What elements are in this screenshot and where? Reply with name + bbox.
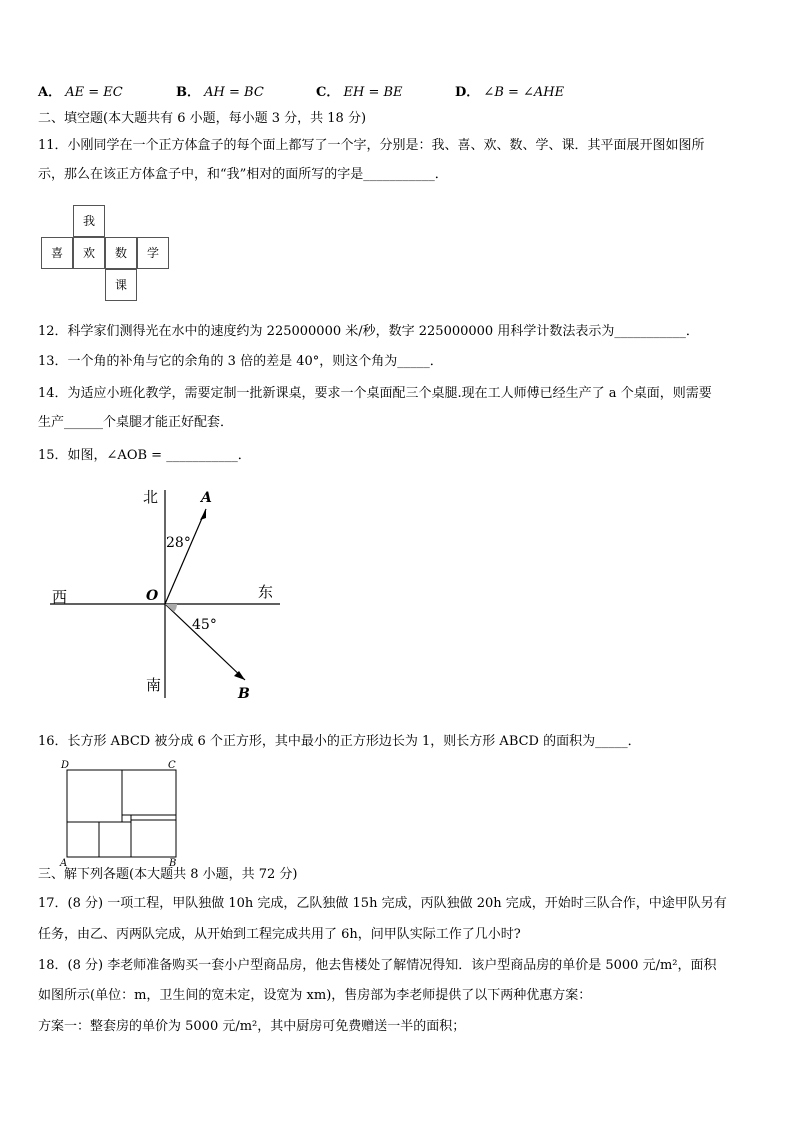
- question-14-line2: 生产______个桌腿才能正好配套．: [38, 415, 234, 430]
- net-cell-4: 学: [137, 237, 169, 269]
- net-cell-bottom: 课: [105, 269, 137, 301]
- net-cell-top: 我: [73, 205, 105, 237]
- question-11-line1: 11．小刚同学在一个正方体盒子的每个面上都写了一个字，分别是：我、喜、欢、数、学、课．其平面展开图如图所: [38, 138, 705, 153]
- question-14-line1: 14．为适应小班化教学，需要定制一批新课桌，要求一个桌面配三个桌腿.现在工人师傅已经生产了 a 个桌面，则需要: [38, 386, 712, 401]
- ray-ob: [165, 604, 245, 680]
- question-16: 16．长方形 ABCD 被分成 6 个正方形，其中最小的正方形边长为 1，则长方形 ABCD 的面积为_____．: [38, 734, 641, 749]
- question-12: 12．科学家们测得光在水中的速度约为 225000000 米/秒，数字 225000000 用科学计数法表示为___________．: [38, 324, 699, 339]
- net-cell-2: 欢: [73, 237, 105, 269]
- label-a: A: [201, 490, 212, 506]
- label-angle-45: 45°: [192, 617, 217, 633]
- question-18-line1: 18．(8 分) 李老师准备购买一套小户型商品房，他去售楼处了解情况得知．该户型商品房的单价是 5000 元/m²，面积: [38, 958, 717, 973]
- label-east: 东: [258, 583, 274, 601]
- arrow-a: [200, 509, 206, 520]
- question-17-line2: 任务，由乙、丙两队完成，从开始到工程完成共用了 6h，问甲队实际工作了几小时?: [38, 927, 521, 942]
- compass-diagram: [40, 480, 300, 710]
- question-15: 15．如图，∠AOB = ___________．: [38, 448, 251, 463]
- question-18-line2: 如图所示(单位：m，卫生间的宽未定，设宽为 xm)，售房部为李老师提供了以下两种优惠方案：: [38, 988, 592, 1003]
- section-3-heading: 三、解下列各题(本大题共 8 小题，共 72 分): [38, 867, 298, 882]
- net-cell-1: 喜: [41, 237, 73, 269]
- question-18-line3: 方案一：整套房的单价为 5000 元/m²，其中厨房可免费赠送一半的面积；: [38, 1019, 466, 1034]
- section-2-heading: 二、填空题(本大题共有 6 小题，每小题 3 分，共 18 分): [38, 111, 367, 126]
- question-13: 13．一个角的补角与它的余角的 3 倍的差是 40°，则这个角为_____．: [38, 354, 443, 369]
- label-south: 南: [146, 676, 162, 694]
- label-angle-28: 28°: [166, 535, 191, 551]
- label-o: O: [146, 588, 159, 604]
- option-b: B． AH = BC: [176, 85, 264, 100]
- arrow-b: [234, 671, 245, 680]
- rectangle-diagram: [58, 758, 184, 868]
- label-d: D: [61, 760, 70, 771]
- label-west: 西: [52, 588, 68, 606]
- option-d: D． ∠B = ∠AHE: [455, 85, 565, 100]
- question-11-line2: 示，那么在该正方体盒子中，和“我”相对的面所写的字是___________．: [38, 167, 448, 182]
- label-a-rect: A: [60, 858, 68, 868]
- question-17-line1: 17．(8 分) 一项工程，甲队独做 10h 完成，乙队独做 15h 完成，丙队独做 20h 完成，开始时三队合作，中途甲队另有: [38, 896, 727, 911]
- net-cell-3: 数: [105, 237, 137, 269]
- label-b: B: [238, 686, 250, 702]
- ray-oa: [165, 509, 206, 604]
- label-b-rect: B: [169, 858, 177, 868]
- label-north: 北: [143, 488, 159, 506]
- angle-arc: [165, 604, 177, 612]
- label-c: C: [168, 760, 176, 771]
- option-a: A． AE = EC: [38, 85, 123, 100]
- option-c: C． EH = BE: [316, 85, 403, 100]
